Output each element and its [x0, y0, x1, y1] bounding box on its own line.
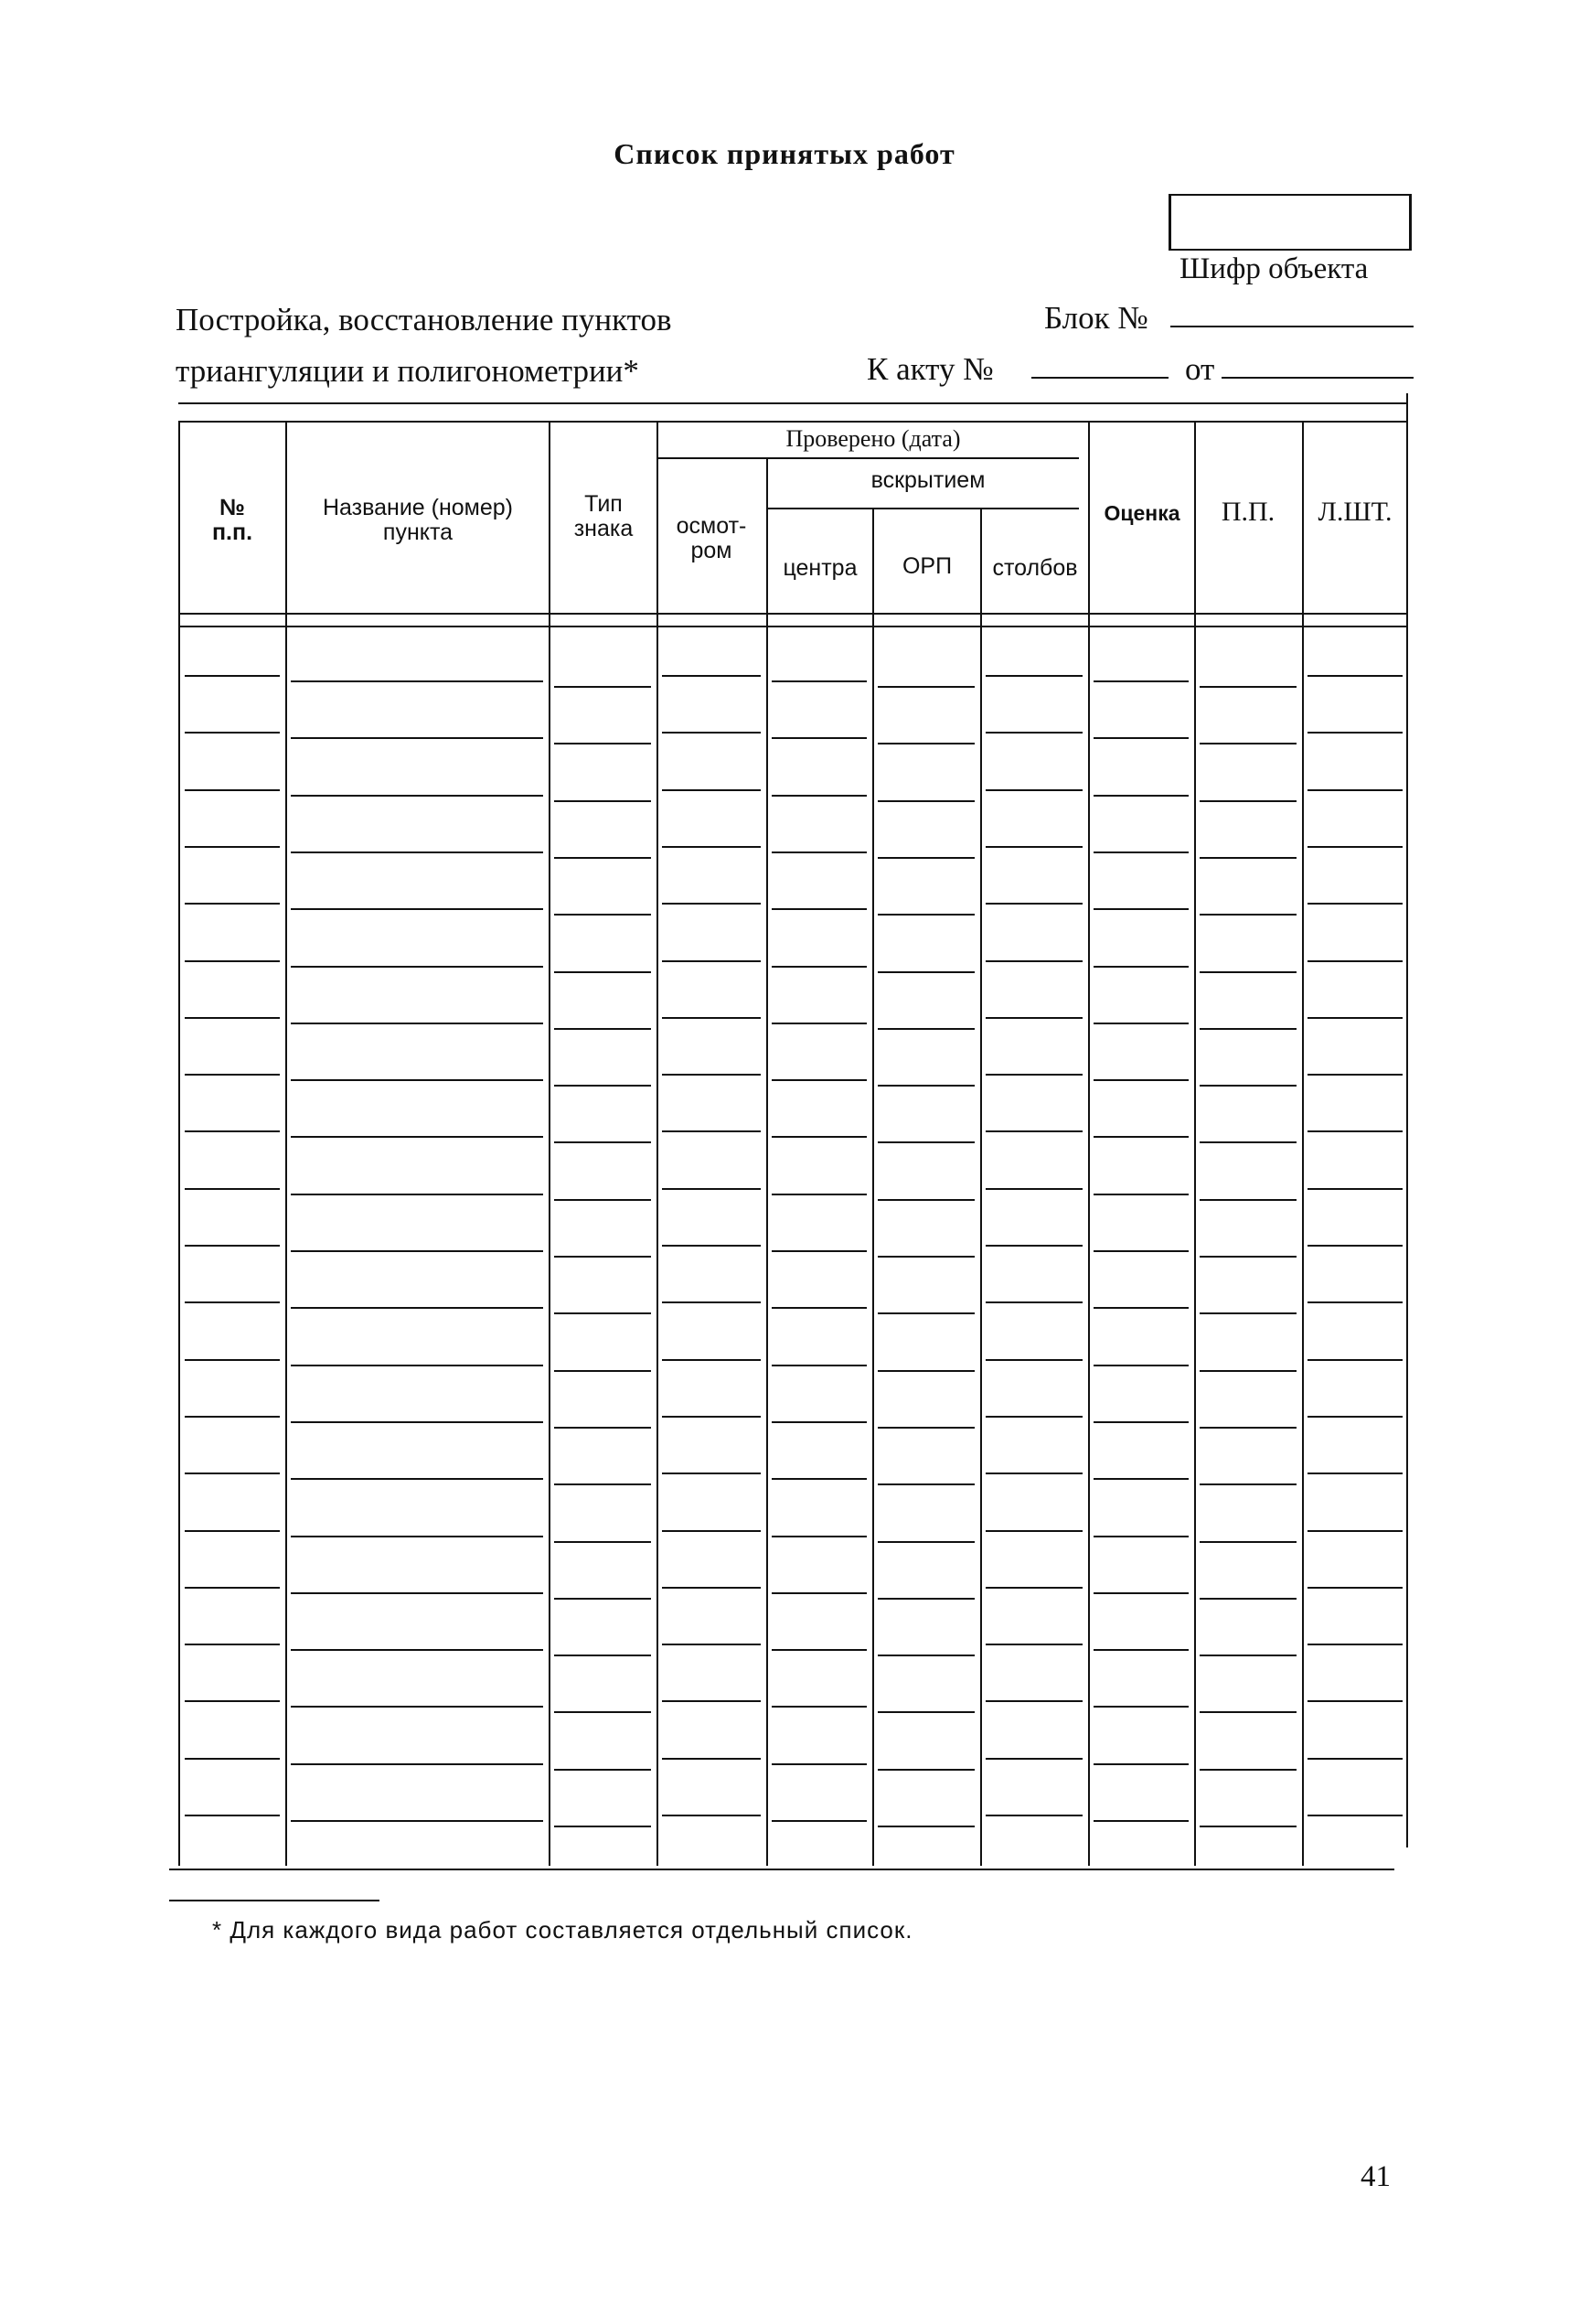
row-cell-line [986, 1130, 1083, 1132]
row-cell-line [662, 1074, 761, 1076]
row-cell-line [878, 1256, 975, 1258]
row-cell-line [1200, 971, 1297, 973]
row-cell-line [772, 966, 867, 968]
row-cell-line [291, 680, 543, 682]
row-cell-line [986, 1530, 1083, 1532]
table-top-rule [178, 402, 1408, 404]
row-cell-line [772, 1592, 867, 1594]
col-border-name [549, 421, 550, 1866]
header-lsht: Л.ШТ. [1318, 497, 1393, 527]
act-from-label: от [1185, 351, 1215, 387]
row-cell-line [1094, 1421, 1189, 1423]
row-cell-line [1094, 1250, 1189, 1252]
row-cell-line [291, 908, 543, 910]
row-cell-line [1094, 795, 1189, 797]
col-border-inspection [766, 459, 768, 1866]
row-cell-line [1308, 675, 1403, 677]
row-cell-line [1094, 1023, 1189, 1024]
row-cell-line [1200, 1598, 1297, 1600]
page-title: Список принятых работ [614, 137, 955, 170]
row-cell-line [291, 795, 543, 797]
header-rating: Оценка [1104, 501, 1180, 525]
block-label: Блок № [1044, 300, 1148, 336]
row-cell-line [554, 914, 651, 916]
row-cell-line [662, 1130, 761, 1132]
row-cell-line [986, 1644, 1083, 1645]
row-cell-line [772, 1365, 867, 1366]
row-cell-line [185, 1473, 280, 1474]
row-cell-line [986, 1473, 1083, 1474]
row-cell-line [1094, 1365, 1189, 1366]
row-cell-line [185, 1416, 280, 1418]
row-cell-line [878, 1711, 975, 1713]
row-cell-line [554, 1028, 651, 1030]
row-cell-line [554, 1598, 651, 1600]
row-cell-line [878, 1427, 975, 1429]
row-cell-line [986, 789, 1083, 791]
col-border-orp [980, 509, 982, 1866]
description-line-2: триангуляции и полигонометрии* [176, 353, 639, 389]
row-cell-line [1200, 1199, 1297, 1201]
row-cell-line [1200, 1370, 1297, 1372]
header-group-checked: Проверено (дата) [785, 425, 961, 452]
row-cell-line [291, 1307, 543, 1309]
row-cell-line [1308, 1644, 1403, 1645]
row-cell-line [662, 1301, 761, 1303]
row-cell-line [878, 1141, 975, 1143]
row-cell-line [1308, 1017, 1403, 1019]
row-cell-line [772, 1421, 867, 1423]
row-cell-line [291, 1194, 543, 1195]
row-cell-line [878, 1199, 975, 1201]
row-cell-line [1308, 1758, 1403, 1760]
row-cell-line [662, 1530, 761, 1532]
header-bottom-rule [178, 613, 1408, 615]
row-cell-line [986, 1017, 1083, 1019]
row-cell-line [554, 1427, 651, 1429]
row-cell-line [291, 1649, 543, 1651]
row-cell-line [986, 1188, 1083, 1190]
row-cell-line [1308, 1245, 1403, 1247]
row-cell-line [291, 1763, 543, 1765]
row-cell-line [554, 1370, 651, 1372]
row-cell-line [1308, 789, 1403, 791]
row-cell-line [986, 1416, 1083, 1418]
row-cell-line [1308, 1301, 1403, 1303]
row-cell-line [1308, 846, 1403, 848]
row-cell-line [185, 1758, 280, 1760]
row-cell-line [662, 1587, 761, 1589]
col-border-center [872, 509, 874, 1866]
row-cell-line [1200, 1427, 1297, 1429]
row-cell-line [986, 960, 1083, 962]
row-cell-line [554, 1711, 651, 1713]
row-cell-line [1308, 1188, 1403, 1190]
row-cell-line [1094, 1194, 1189, 1195]
row-cell-line [1200, 1483, 1297, 1485]
row-cell-line [291, 1592, 543, 1594]
group-checked-rule [658, 457, 1079, 459]
row-cell-line [662, 1644, 761, 1645]
row-cell-line [878, 1085, 975, 1087]
row-cell-line [986, 1359, 1083, 1361]
row-cell-line [1094, 1763, 1189, 1765]
row-cell-line [554, 743, 651, 744]
row-cell-line [291, 1478, 543, 1480]
row-cell-line [772, 908, 867, 910]
row-cell-line [772, 1250, 867, 1252]
row-cell-line [1308, 1815, 1403, 1816]
row-cell-line [554, 1256, 651, 1258]
page-number: 41 [1361, 2160, 1391, 2193]
row-cell-line [986, 846, 1083, 848]
row-cell-line [1094, 1136, 1189, 1138]
row-cell-line [185, 1644, 280, 1645]
row-cell-line [986, 1587, 1083, 1589]
row-cell-line [185, 1815, 280, 1816]
row-cell-line [291, 1421, 543, 1423]
row-cell-line [291, 1365, 543, 1366]
row-cell-line [662, 1473, 761, 1474]
row-cell-line [878, 1541, 975, 1543]
row-cell-line [1200, 1711, 1297, 1713]
row-cell-line [185, 675, 280, 677]
header-group-opening: вскрытием [870, 467, 986, 493]
row-cell-line [291, 851, 543, 853]
row-cell-line [185, 1301, 280, 1303]
row-cell-line [1094, 1592, 1189, 1594]
row-cell-line [772, 1536, 867, 1537]
row-cell-line [772, 1649, 867, 1651]
row-cell-line [1308, 960, 1403, 962]
header-inspection: осмот- ром [676, 513, 747, 563]
row-cell-line [662, 1758, 761, 1760]
col-border-pp [1302, 421, 1304, 1866]
row-cell-line [1094, 1820, 1189, 1822]
row-cell-line [185, 903, 280, 905]
row-cell-line [878, 1312, 975, 1314]
row-cell-line [1200, 1256, 1297, 1258]
row-cell-line [878, 1028, 975, 1030]
act-date-field [1222, 377, 1414, 379]
row-cell-line [772, 1079, 867, 1081]
row-cell-line [1200, 1655, 1297, 1656]
row-cell-line [772, 795, 867, 797]
row-cell-line [1308, 1416, 1403, 1418]
row-cell-line [662, 960, 761, 962]
col-border-right [1406, 393, 1408, 1847]
row-cell-line [1200, 1826, 1297, 1827]
row-cell-line [662, 1359, 761, 1361]
row-cell-line [185, 1017, 280, 1019]
row-cell-line [662, 1245, 761, 1247]
row-cell-line [185, 1188, 280, 1190]
col-border-pillars [1088, 421, 1090, 1866]
row-cell-line [1200, 743, 1297, 744]
header-num: № п.п. [211, 495, 253, 545]
row-cell-line [291, 737, 543, 739]
row-cell-line [662, 1017, 761, 1019]
row-cell-line [1094, 1536, 1189, 1537]
row-cell-line [1094, 1478, 1189, 1480]
col-border-rating [1194, 421, 1196, 1866]
block-number-field [1170, 326, 1414, 327]
row-cell-line [291, 1079, 543, 1081]
row-cell-line [1094, 851, 1189, 853]
row-cell-line [662, 675, 761, 677]
row-cell-line [878, 1769, 975, 1771]
row-cell-line [291, 1136, 543, 1138]
row-cell-line [1200, 1769, 1297, 1771]
row-cell-line [986, 903, 1083, 905]
row-cell-line [554, 857, 651, 859]
row-cell-line [185, 1359, 280, 1361]
row-cell-line [185, 1130, 280, 1132]
header-orp: ОРП [902, 553, 953, 579]
row-cell-line [986, 1245, 1083, 1247]
row-cell-line [878, 800, 975, 802]
row-cell-line [291, 966, 543, 968]
row-cell-line [878, 686, 975, 688]
row-cell-line [772, 680, 867, 682]
row-cell-line [772, 1307, 867, 1309]
row-cell-line [662, 1416, 761, 1418]
act-label: К акту № [867, 351, 994, 387]
row-cell-line [1308, 1359, 1403, 1361]
row-cell-line [878, 1826, 975, 1827]
row-cell-line [986, 1301, 1083, 1303]
row-cell-line [1094, 1079, 1189, 1081]
row-cell-line [878, 1483, 975, 1485]
object-code-box [1169, 194, 1412, 251]
row-cell-line [1308, 1700, 1403, 1702]
row-cell-line [291, 1706, 543, 1708]
row-cell-line [554, 1141, 651, 1143]
row-cell-line [1094, 966, 1189, 968]
row-cell-line [878, 743, 975, 744]
row-cell-line [554, 1655, 651, 1656]
row-cell-line [554, 1199, 651, 1201]
act-number-field [1031, 377, 1169, 379]
row-cell-line [554, 1085, 651, 1087]
header-bottom-rule-2 [178, 626, 1408, 627]
footnote: * Для каждого вида работ составляется отдельный список. [212, 1916, 913, 1944]
row-cell-line [291, 1250, 543, 1252]
row-cell-line [1308, 1530, 1403, 1532]
row-cell-line [291, 1536, 543, 1537]
row-cell-line [772, 851, 867, 853]
row-cell-line [185, 1074, 280, 1076]
row-cell-line [1200, 914, 1297, 916]
row-cell-line [185, 1587, 280, 1589]
row-cell-line [1094, 908, 1189, 910]
row-cell-line [1308, 1130, 1403, 1132]
row-cell-line [554, 971, 651, 973]
row-cell-line [772, 1820, 867, 1822]
row-cell-line [662, 789, 761, 791]
row-cell-line [986, 1815, 1083, 1816]
row-cell-line [986, 675, 1083, 677]
row-cell-line [185, 732, 280, 734]
row-cell-line [1200, 686, 1297, 688]
row-cell-line [1200, 1541, 1297, 1543]
col-border-type [656, 421, 658, 1866]
row-cell-line [1094, 1307, 1189, 1309]
row-cell-line [986, 1074, 1083, 1076]
row-cell-line [662, 903, 761, 905]
row-cell-line [185, 960, 280, 962]
group-opening-rule [768, 508, 1079, 509]
row-cell-line [772, 1136, 867, 1138]
row-cell-line [1200, 800, 1297, 802]
header-center: центра [783, 555, 858, 581]
row-cell-line [662, 846, 761, 848]
row-cell-line [1094, 680, 1189, 682]
row-cell-line [1308, 903, 1403, 905]
row-cell-line [772, 737, 867, 739]
row-cell-line [185, 1245, 280, 1247]
row-cell-line [878, 1370, 975, 1372]
row-cell-line [1094, 1649, 1189, 1651]
col-border-num [285, 421, 287, 1866]
row-cell-line [772, 1194, 867, 1195]
row-cell-line [1200, 1085, 1297, 1087]
row-cell-line [1308, 1587, 1403, 1589]
row-cell-line [554, 1312, 651, 1314]
row-cell-line [291, 1023, 543, 1024]
row-cell-line [554, 1826, 651, 1827]
row-cell-line [662, 1188, 761, 1190]
header-pillars: столбов [992, 555, 1078, 581]
row-cell-line [878, 1655, 975, 1656]
row-cell-line [878, 857, 975, 859]
row-cell-line [1200, 1141, 1297, 1143]
row-cell-line [662, 1700, 761, 1702]
col-border-left [178, 421, 180, 1866]
row-cell-line [185, 846, 280, 848]
row-cell-line [1308, 1074, 1403, 1076]
row-cell-line [185, 789, 280, 791]
row-cell-line [662, 1815, 761, 1816]
row-cell-line [185, 1530, 280, 1532]
row-cell-line [185, 1700, 280, 1702]
row-cell-line [554, 1483, 651, 1485]
row-cell-line [1200, 1028, 1297, 1030]
row-cell-line [986, 732, 1083, 734]
table-bottom-rule [169, 1869, 1394, 1870]
row-cell-line [554, 800, 651, 802]
header-type: Тип знака [573, 491, 634, 541]
row-cell-line [291, 1820, 543, 1822]
header-pp: П.П. [1221, 497, 1275, 527]
row-cell-line [1200, 857, 1297, 859]
row-cell-line [554, 1541, 651, 1543]
footnote-separator [169, 1900, 379, 1901]
row-cell-line [772, 1763, 867, 1765]
row-cell-line [772, 1706, 867, 1708]
row-cell-line [986, 1758, 1083, 1760]
description-line-1: Постройка, восстановление пунктов [176, 302, 672, 337]
object-code-label: Шифр объекта [1179, 252, 1369, 285]
row-cell-line [1200, 1312, 1297, 1314]
row-cell-line [662, 732, 761, 734]
row-cell-line [772, 1478, 867, 1480]
row-cell-line [878, 1598, 975, 1600]
row-cell-line [1094, 1706, 1189, 1708]
row-cell-line [1094, 737, 1189, 739]
row-cell-line [1308, 1473, 1403, 1474]
row-cell-line [878, 971, 975, 973]
row-cell-line [878, 914, 975, 916]
row-cell-line [1308, 732, 1403, 734]
row-cell-line [554, 686, 651, 688]
header-name: Название (номер) пункта [322, 495, 514, 545]
row-cell-line [986, 1700, 1083, 1702]
row-cell-line [772, 1023, 867, 1024]
row-cell-line [554, 1769, 651, 1771]
